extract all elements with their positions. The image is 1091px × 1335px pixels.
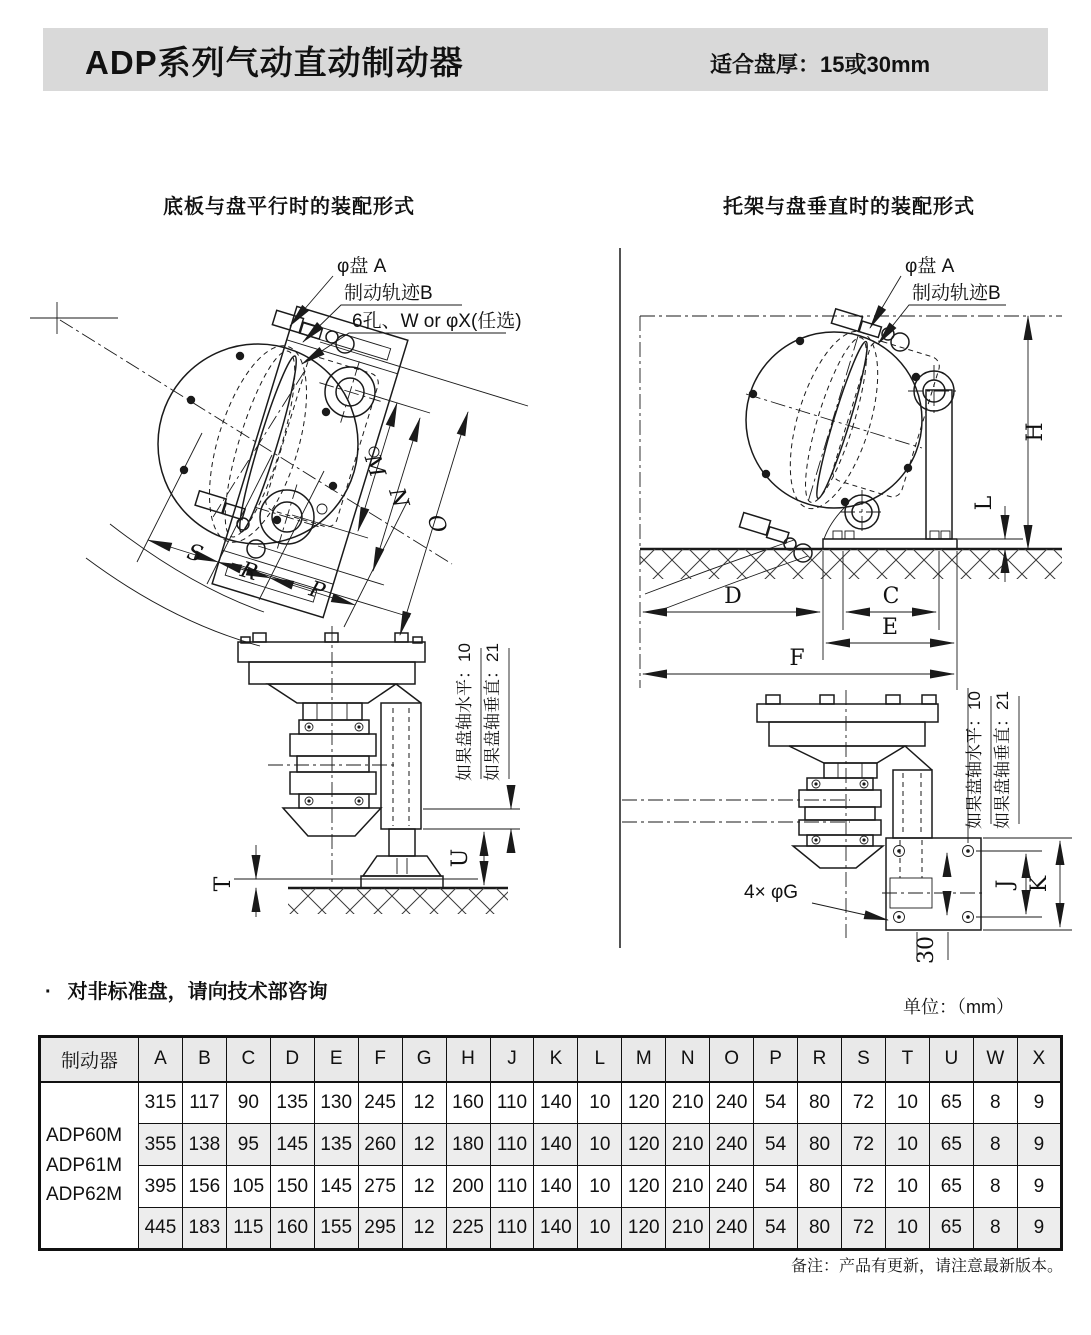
- col-header-J: J: [490, 1037, 534, 1082]
- col-header-G: G: [402, 1037, 446, 1082]
- spec-cell: 110: [490, 1082, 534, 1124]
- spec-cell: 245: [358, 1082, 402, 1124]
- spec-cell: 9: [1017, 1166, 1061, 1208]
- spec-cell: 12: [402, 1166, 446, 1208]
- note-text: 对非标准盘，请向技术部咨询: [67, 981, 328, 1003]
- spec-cell: 95: [226, 1124, 270, 1166]
- dim-label-h: H: [1023, 422, 1048, 442]
- col-header-M: M: [622, 1037, 666, 1082]
- spec-cell: 240: [710, 1124, 754, 1166]
- spec-cell: 225: [446, 1208, 490, 1250]
- spec-cell: 240: [710, 1166, 754, 1208]
- dim-label-d: D: [724, 584, 742, 609]
- model-name: ADP60M: [46, 1125, 123, 1147]
- dim-label-30: 30: [914, 936, 939, 964]
- spec-cell: 140: [534, 1208, 578, 1250]
- spec-cell: 65: [929, 1082, 973, 1124]
- spec-cell: 240: [710, 1082, 754, 1124]
- spec-cell: 200: [446, 1166, 490, 1208]
- col-header-L: L: [578, 1037, 622, 1082]
- col-header-P: P: [754, 1037, 798, 1082]
- spec-cell: 260: [358, 1124, 402, 1166]
- col-header-R: R: [798, 1037, 842, 1082]
- right-note-vertical: 如果盘轴垂直：21: [993, 691, 1012, 829]
- spec-cell: 210: [666, 1124, 710, 1166]
- dim-label-m: M: [358, 451, 390, 481]
- left-figure-title: 底板与盘平行时的装配形式: [163, 196, 415, 218]
- dim-label-s: S: [184, 539, 206, 568]
- spec-cell: 10: [885, 1082, 929, 1124]
- col-header-H: H: [446, 1037, 490, 1082]
- right-holes-label: 4× φG: [744, 882, 799, 903]
- spec-cell: 80: [798, 1124, 842, 1166]
- spec-cell: 9: [1017, 1082, 1061, 1124]
- spec-cell: 115: [226, 1208, 270, 1250]
- spec-cell: 140: [534, 1124, 578, 1166]
- spec-cell: 130: [314, 1082, 358, 1124]
- dim-label-e: E: [881, 615, 899, 640]
- spec-cell: 315: [139, 1082, 183, 1124]
- col-header-model: 制动器: [40, 1037, 139, 1082]
- spec-cell: 183: [182, 1208, 226, 1250]
- spec-cell: 240: [710, 1208, 754, 1250]
- spec-cell: 155: [314, 1208, 358, 1250]
- spec-cell: 72: [842, 1124, 886, 1166]
- spec-cell: 120: [622, 1124, 666, 1166]
- left-holes-label: 6孔、W or φX(任选): [352, 311, 522, 332]
- spec-cell: 135: [270, 1082, 314, 1124]
- header-band: [43, 28, 1048, 91]
- unit-label: 单位：（mm）: [903, 997, 1014, 1017]
- spec-cell: 10: [578, 1208, 622, 1250]
- model-name: ADP62M: [46, 1183, 123, 1205]
- col-header-N: N: [666, 1037, 710, 1082]
- model-cell: [40, 1082, 139, 1250]
- spec-cell: 210: [666, 1166, 710, 1208]
- page-title: ADP系列气动直动制动器: [85, 44, 464, 81]
- spec-cell: 145: [314, 1166, 358, 1208]
- dim-label-f: F: [789, 646, 805, 671]
- disc-thickness-value: 15或30mm: [820, 52, 931, 77]
- spec-cell: 140: [534, 1166, 578, 1208]
- spec-cell: 395: [139, 1166, 183, 1208]
- right-track-label: 制动轨迹B: [912, 283, 1001, 304]
- spec-cell: 445: [139, 1208, 183, 1250]
- dim-label-o: O: [421, 511, 451, 537]
- col-header-B: B: [182, 1037, 226, 1082]
- dim-label-c: C: [882, 584, 900, 609]
- col-header-C: C: [226, 1037, 270, 1082]
- spec-cell: 9: [1017, 1124, 1061, 1166]
- col-header-D: D: [270, 1037, 314, 1082]
- note-bullet: ·: [45, 981, 52, 1003]
- left-note-horizontal: 如果盘轴水平：10: [455, 643, 474, 781]
- left-assembly-drawing: [30, 255, 528, 917]
- spec-cell: 72: [842, 1082, 886, 1124]
- right-figure-title: 托架与盘垂直时的装配形式: [723, 196, 975, 218]
- right-note-horizontal: 如果盘轴水平：10: [965, 691, 984, 829]
- spec-cell: 54: [754, 1208, 798, 1250]
- spec-table: [38, 1035, 1063, 1251]
- spec-cell: 150: [270, 1166, 314, 1208]
- spec-cell: 80: [798, 1082, 842, 1124]
- col-header-T: T: [885, 1037, 929, 1082]
- spec-cell: 8: [973, 1124, 1017, 1166]
- model-name: ADP61M: [46, 1154, 123, 1176]
- spec-cell: 135: [314, 1124, 358, 1166]
- technical-drawing: [0, 230, 1091, 965]
- spec-cell: 72: [842, 1208, 886, 1250]
- spec-cell: 65: [929, 1208, 973, 1250]
- col-header-K: K: [534, 1037, 578, 1082]
- spec-cell: 105: [226, 1166, 270, 1208]
- spec-cell: 10: [885, 1124, 929, 1166]
- spec-cell: 10: [885, 1208, 929, 1250]
- col-header-A: A: [139, 1037, 183, 1082]
- spec-cell: 210: [666, 1082, 710, 1124]
- spec-cell: 355: [139, 1124, 183, 1166]
- spec-cell: 110: [490, 1166, 534, 1208]
- spec-cell: 145: [270, 1124, 314, 1166]
- dim-label-r: R: [237, 557, 261, 587]
- spec-cell: 156: [182, 1166, 226, 1208]
- spec-cell: 65: [929, 1166, 973, 1208]
- spec-cell: 80: [798, 1166, 842, 1208]
- spec-cell: 54: [754, 1124, 798, 1166]
- col-header-F: F: [358, 1037, 402, 1082]
- spec-cell: 12: [402, 1082, 446, 1124]
- col-header-X: X: [1017, 1037, 1061, 1082]
- dim-label-j: J: [993, 879, 1018, 889]
- spec-cell: 180: [446, 1124, 490, 1166]
- col-header-O: O: [710, 1037, 754, 1082]
- spec-cell: 72: [842, 1166, 886, 1208]
- spec-cell: 54: [754, 1166, 798, 1208]
- spec-cell: 120: [622, 1082, 666, 1124]
- right-assembly-drawing: [622, 255, 1072, 964]
- spec-cell: 138: [182, 1124, 226, 1166]
- dim-label-t: T: [211, 876, 236, 892]
- spec-cell: 12: [402, 1124, 446, 1166]
- left-disc-label: φ盘 A: [337, 256, 387, 277]
- spec-cell: 110: [490, 1124, 534, 1166]
- right-disc-label: φ盘 A: [905, 256, 955, 277]
- spec-cell: 10: [578, 1082, 622, 1124]
- spec-cell: 90: [226, 1082, 270, 1124]
- spec-cell: 210: [666, 1208, 710, 1250]
- spec-cell: 160: [446, 1082, 490, 1124]
- spec-cell: 110: [490, 1208, 534, 1250]
- spec-cell: 10: [885, 1166, 929, 1208]
- spec-cell: 120: [622, 1208, 666, 1250]
- dim-label-p: P: [306, 576, 328, 605]
- spec-cell: 8: [973, 1208, 1017, 1250]
- spec-cell: 54: [754, 1082, 798, 1124]
- col-header-E: E: [314, 1037, 358, 1082]
- col-header-U: U: [929, 1037, 973, 1082]
- spec-cell: 8: [973, 1166, 1017, 1208]
- nonstandard-disc-note: [45, 975, 328, 1004]
- dim-label-n: N: [383, 484, 414, 512]
- spec-cell: 140: [534, 1082, 578, 1124]
- left-track-label: 制动轨迹B: [344, 283, 433, 304]
- col-header-S: S: [842, 1037, 886, 1082]
- spec-cell: 10: [578, 1166, 622, 1208]
- disc-thickness-label: 适合盘厚：: [710, 52, 821, 77]
- dim-label-u: U: [448, 848, 473, 868]
- spec-cell: 10: [578, 1124, 622, 1166]
- spec-cell: 12: [402, 1208, 446, 1250]
- spec-cell: 8: [973, 1082, 1017, 1124]
- spec-cell: 80: [798, 1208, 842, 1250]
- col-header-W: W: [973, 1037, 1017, 1082]
- spec-cell: 275: [358, 1166, 402, 1208]
- disc-thickness: [710, 48, 930, 79]
- spec-cell: 295: [358, 1208, 402, 1250]
- spec-cell: 65: [929, 1124, 973, 1166]
- spec-cell: 160: [270, 1208, 314, 1250]
- dim-label-k: K: [1027, 875, 1052, 893]
- spec-cell: 117: [182, 1082, 226, 1124]
- dim-label-l: L: [972, 495, 997, 511]
- spec-cell: 9: [1017, 1208, 1061, 1250]
- footer-note: 备注：产品有更新，请注意最新版本。: [790, 1258, 1063, 1275]
- spec-cell: 120: [622, 1166, 666, 1208]
- left-note-vertical: 如果盘轴垂直：21: [483, 643, 502, 781]
